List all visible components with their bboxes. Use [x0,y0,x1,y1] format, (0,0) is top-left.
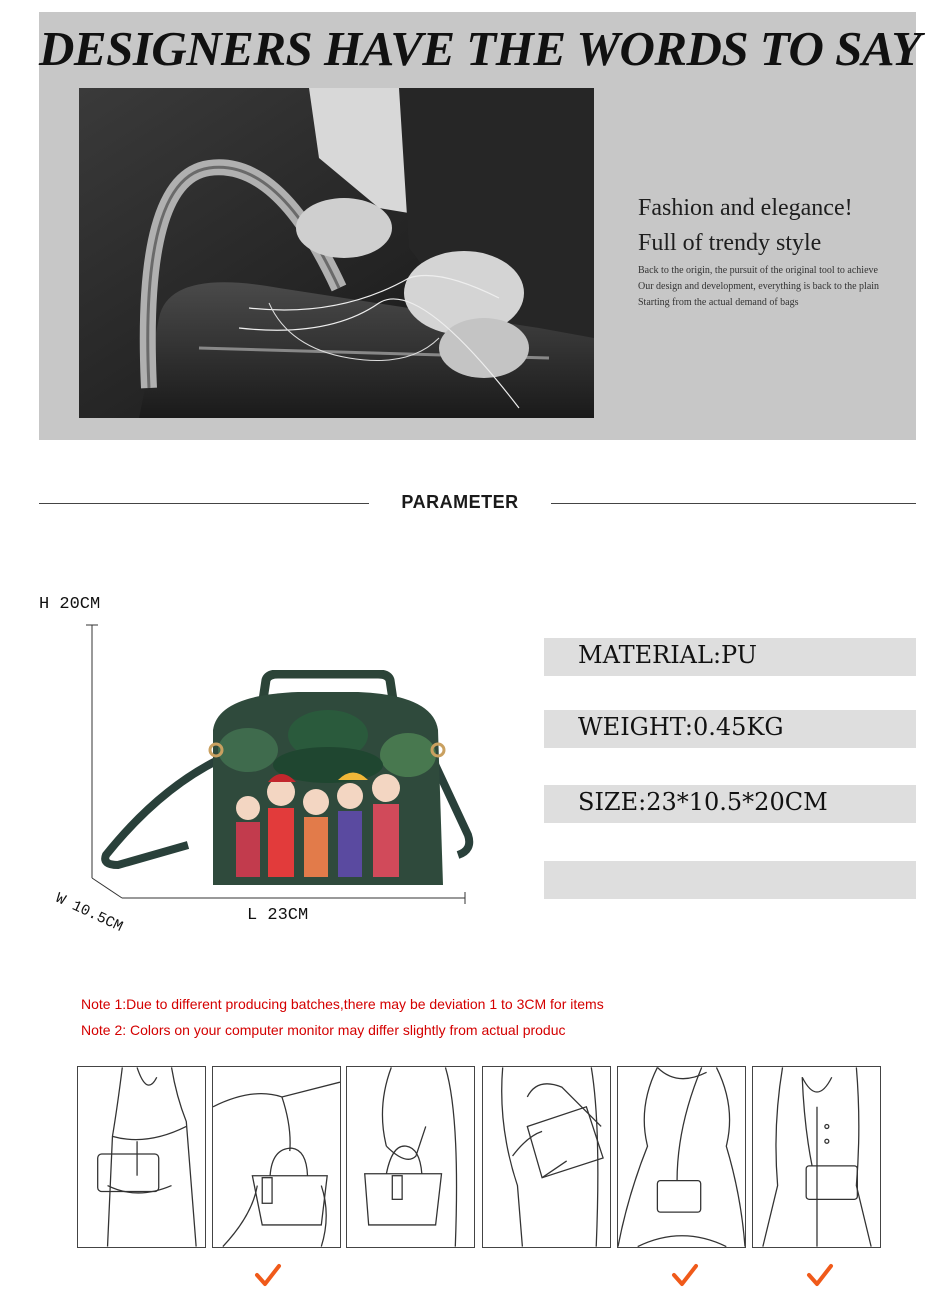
product-handbag-image [98,670,478,900]
spec-weight-text: WEIGHT:0.45KG [578,713,784,741]
crossbody-dress-sketch-icon [617,1066,746,1248]
spec-bar-material [544,638,916,676]
crossbody-coat-sketch-icon [752,1066,881,1248]
designer-banner [39,12,921,440]
length-dimension-label: L 23CM [247,906,309,925]
spec-bar-size [544,785,916,823]
slogan-line-2: Full of trendy style [638,230,822,256]
width-dimension-label: W 10.5CM [52,890,126,936]
check-mark-icon [671,1262,699,1288]
heading-divider-left [39,503,369,504]
description-line-2: Our design and development, everything is back to the plain [638,281,880,292]
slogan-line-1: Fashion and elegance! [638,195,853,221]
shoulder-carry-sketch-icon [482,1066,611,1248]
description-line-1: Back to the origin, the pursuit of the original tool to achieve [638,265,878,276]
check-mark-icon [806,1262,834,1288]
height-dimension-label: H 20CM [39,595,101,614]
check-mark-icon [254,1262,282,1288]
arm-carry-sketch-icon [346,1066,475,1248]
spec-bar-empty [544,861,916,899]
note-2: Note 2: Colors on your computer monitor may differ slightly from actual produc [81,1022,566,1038]
heading-divider-right [551,503,916,504]
spec-size-text: SIZE:23*10.5*20CM [578,788,828,816]
description-line-3: Starting from the actual demand of bags [638,297,799,308]
spec-bar-weight [544,710,916,748]
hand-carry-sketch-icon [212,1066,341,1248]
craftsman-stitching-photo [79,88,594,418]
parameter-heading: PARAMETER [401,492,519,512]
clutch-carry-sketch-icon [77,1066,206,1248]
note-1: Note 1:Due to different producing batches,there may be deviation 1 to 3CM for items [81,996,604,1012]
spec-material-text: MATERIAL:PU [578,641,757,669]
stitching-photo-image [79,88,594,418]
banner-title: DESIGNERS HAVE THE WORDS TO SAY [39,21,921,76]
